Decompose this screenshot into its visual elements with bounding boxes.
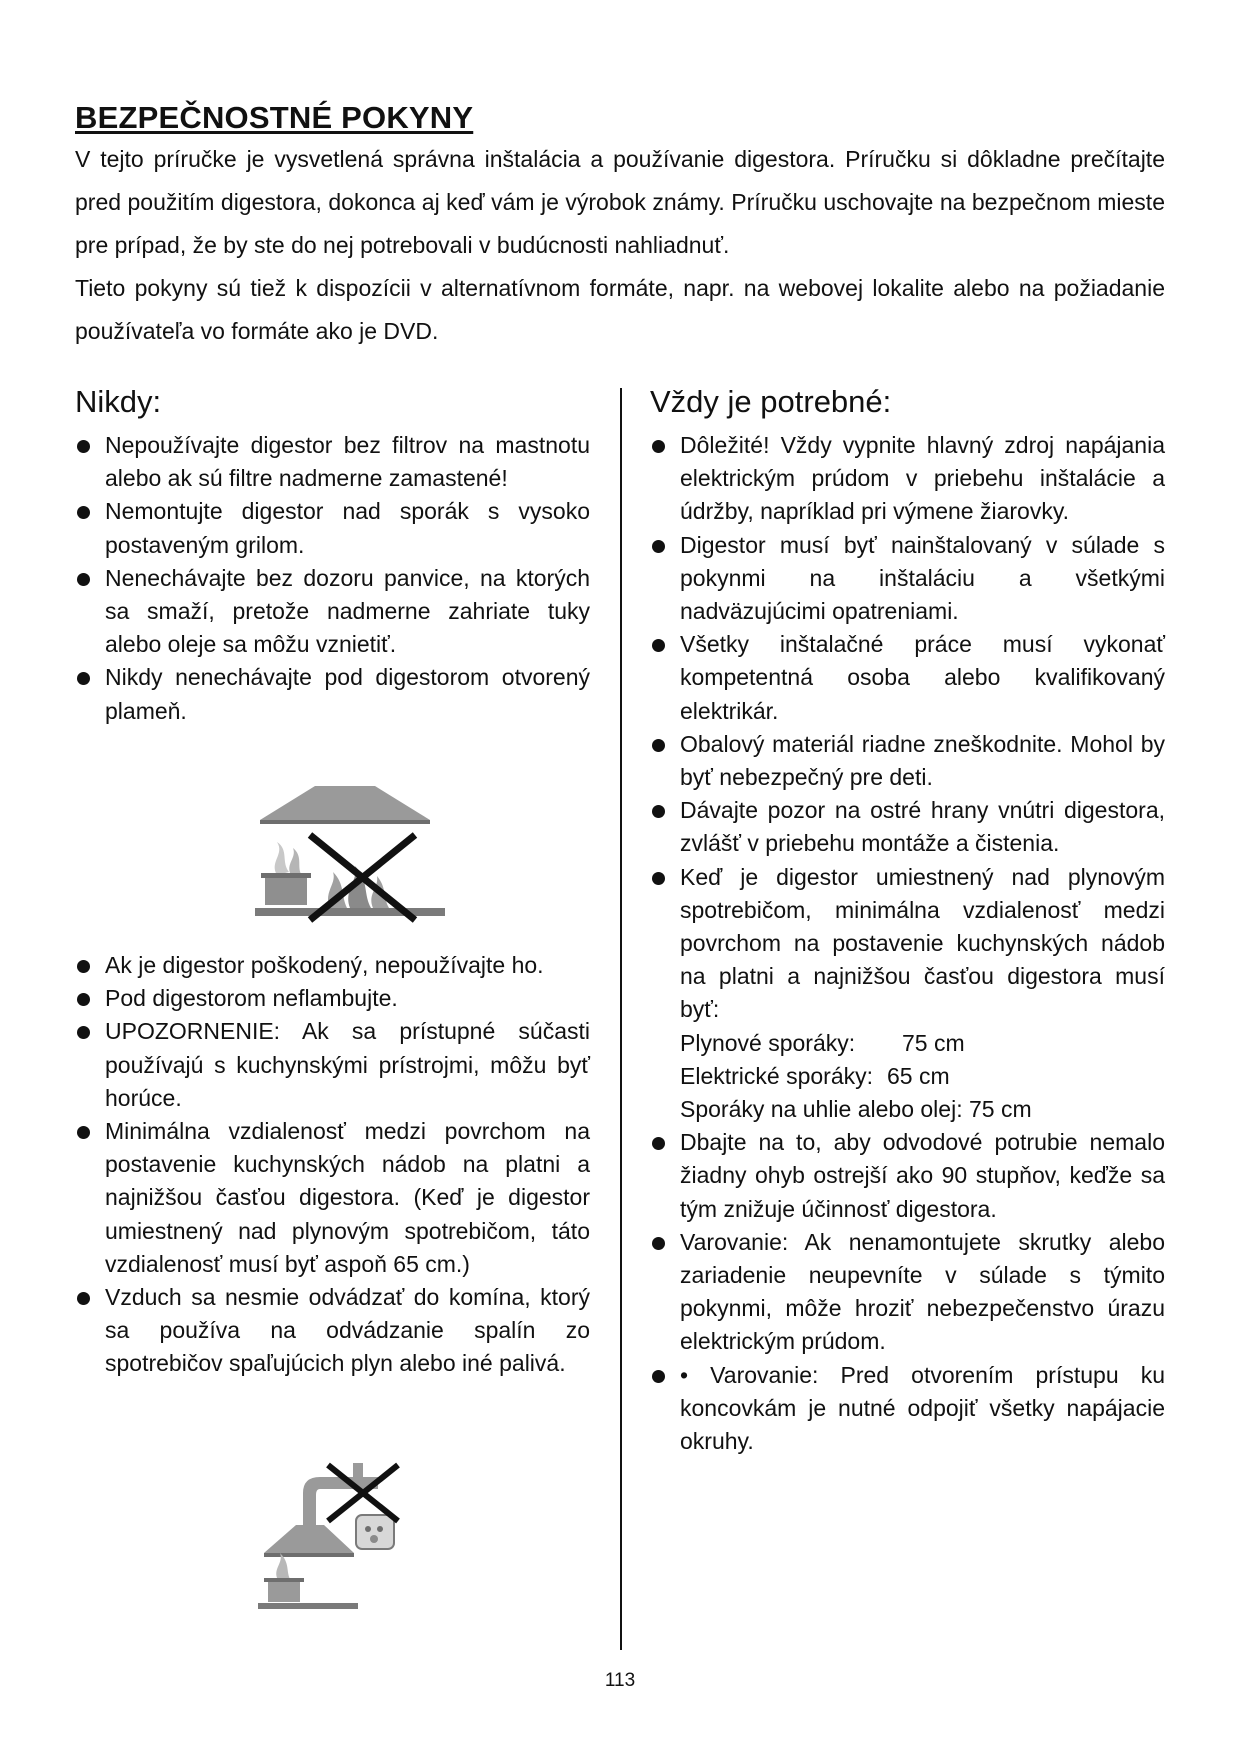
bullet-icon [652, 440, 665, 453]
gas-appliance-shape [356, 1515, 394, 1549]
list-item: Pod digestorom neflambujte. [75, 982, 590, 1015]
pot-shape [265, 875, 307, 905]
hob-shape [258, 1603, 358, 1609]
list-item: Dávajte pozor na ostré hrany vnútri digestora, zvlášť v priebehu montáže a čistenia. [650, 794, 1165, 860]
page-number: 113 [604, 1670, 636, 1691]
always-heading: Vždy je potrebné: [650, 384, 892, 419]
list-item: • Varovanie: Pred otvorením prístupu ku koncovkám je nutné odpojiť všetky napájacie okruhy. [650, 1359, 1165, 1459]
list-item: Vzduch sa nesmie odvádzať do komína, ktorý sa používa na odvádzanie spalín zo spotrebičov spaľujúcich plyn alebo iné palivá. [75, 1281, 590, 1381]
list-item: Obalový materiál riadne zneškodnite. Mohol by byť nebezpečný pre deti. [650, 728, 1165, 794]
list-item: Nikdy nenechávajte pod digestorom otvorený plameň. [75, 661, 590, 727]
never-heading: Nikdy: [75, 384, 162, 419]
list-item: Ak je digestor poškodený, nepoužívajte ho. [75, 949, 590, 982]
pot-shape [268, 1580, 300, 1602]
spec-coal-oil: Sporáky na uhlie alebo olej: 75 cm [680, 1096, 1032, 1123]
bullet-icon [652, 739, 665, 752]
bullet-icon [652, 639, 665, 652]
never-list-1 [75, 429, 590, 728]
list-item: Dôležité! Vždy vypnite hlavný zdroj napájania elektrickým prúdom v priebehu inštalácie a údržby, napríklad pri výmene žiarovky. [650, 429, 1165, 529]
list-item: Nemontujte digestor nad sporák s vysoko postaveným grilom. [75, 495, 590, 561]
no-open-flame-illustration [255, 780, 445, 930]
list-item: Nenechávajte bez dozoru panvice, na ktorých sa smaží, pretože nadmerne zahriate tuky alebo oleje sa môžu vznietiť. [75, 562, 590, 662]
bullet-icon [652, 1237, 665, 1250]
hood-shape [260, 786, 430, 820]
list-item: Minimálna vzdialenosť medzi povrchom na postavenie kuchynských nádob na platni a najnižšou časťou digestora. (Keď je digestor umiestnený nad plynovým spotrebičom, táto vzdialenosť musí byť aspoň 65 cm.) [75, 1115, 590, 1281]
intro-text [75, 138, 1165, 353]
bullet-icon [652, 872, 665, 885]
list-item: Všetky inštalačné práce musí vykonať kompetentná osoba alebo kvalifikovaný elektrikár. [650, 628, 1165, 728]
bullet-icon [652, 540, 665, 553]
bullet-icon [652, 1370, 665, 1383]
intro-paragraph-1: V tejto príručke je vysvetlená správna inštalácia a používanie digestora. Príručku si dôkladne prečítajte pred použitím digestora, dokonca aj keď vám je výrobok známy. Príručku uschovajte na bezpečnom mieste pre prípad, že by ste do nej potrebovali v budúcnosti nahliadnuť. [75, 146, 1165, 258]
hob-shape [255, 908, 445, 916]
list-item: UPOZORNENIE: Ak sa prístupné súčasti používajú s kuchynskými prístrojmi, môžu byť horúce. [75, 1015, 590, 1115]
bullet-icon [77, 506, 90, 519]
bullet-icon [652, 1137, 665, 1150]
bullet-icon [77, 1126, 90, 1139]
bullet-icon [77, 960, 90, 973]
list-item: Nepoužívajte digestor bez filtrov na mastnotu alebo ak sú filtre nadmerne zamastené! [75, 429, 590, 495]
bullet-icon [77, 440, 90, 453]
column-divider [620, 388, 622, 1650]
bullet-icon [77, 993, 90, 1006]
intro-paragraph-2: Tieto pokyny sú tiež k dispozícii v alternatívnom formáte, napr. na webovej lokalite alebo na požiadanie používateľa vo formáte ako je DVD. [75, 275, 1165, 344]
bullet-icon [77, 1292, 90, 1305]
list-item-distances: Keď je digestor umiestnený nad plynovým spotrebičom, minimálna vzdialenosť medzi povrchom na postavenie kuchynských nádob na platni a najnižšou časťou digestora musí byť: Plynové sporáky: 75 cm Elektrické sporáky: 65 cm Sporáky na uhlie alebo olej: 75 cm [650, 861, 1165, 1127]
never-list-2 [75, 949, 590, 1381]
bullet-icon [652, 805, 665, 818]
no-chimney-exhaust-illustration [258, 1455, 418, 1615]
bullet-icon [77, 573, 90, 586]
spec-electric: Elektrické sporáky: 65 cm [680, 1062, 950, 1089]
always-list [650, 429, 1165, 1458]
list-item: Varovanie: Ak nenamontujete skrutky alebo zariadenie neupevníte v súlade s týmito pokynmi, môže hroziť nebezpečenstvo úrazu elektrickým prúdom. [650, 1226, 1165, 1359]
list-item: Dbajte na to, aby odvodové potrubie nemalo žiadny ohyb ostrejší ako 90 stupňov, keďže sa tým znižuje účinnosť digestora. [650, 1126, 1165, 1226]
list-item: Digestor musí byť nainštalovaný v súlade s pokynmi na inštaláciu a všetkými nadväzujúcimi opatreniami. [650, 529, 1165, 629]
bullet-icon [77, 1026, 90, 1039]
page-title: BEZPEČNOSTNÉ POKYNY [75, 100, 474, 135]
bullet-icon [77, 672, 90, 685]
hood-shape [264, 1525, 354, 1553]
spec-gas: Plynové sporáky: 75 cm [680, 1029, 965, 1056]
